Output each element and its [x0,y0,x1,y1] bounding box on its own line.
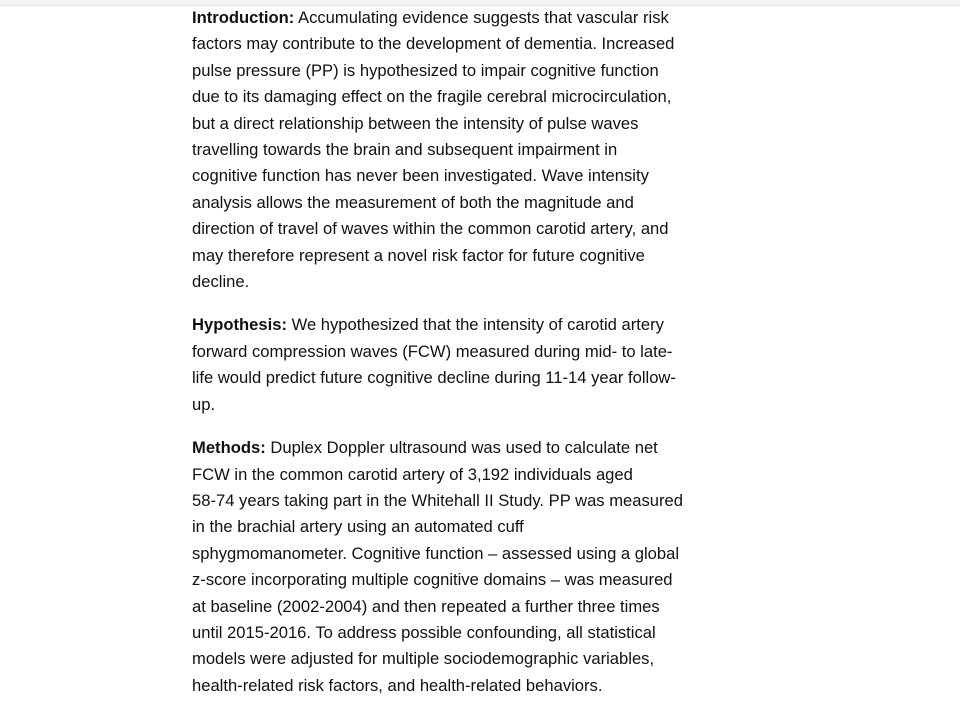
text-line: sphygmomanometer. Cognitive function – assessed using a global [192,543,680,563]
methods-paragraph [192,435,752,699]
text-line [192,5,752,31]
text-line: travelling towards the brain and subsequent impairment in [192,140,618,160]
text-line: decline. [192,272,250,292]
text-line: but a direct relationship between the intensity of pulse waves [192,113,639,133]
text-line: life would predict future cognitive decline during 11-14 year follow- [192,368,676,388]
text-segment: Duplex Doppler ultrasound was used to calculate net [265,438,658,458]
hypothesis-paragraph [192,312,752,418]
text-line: factors may contribute to the development of dementia. Increased [192,34,675,54]
text-line: until 2015-2016. To address possible confounding, all statistical [192,622,656,642]
text-line: in the brachial artery using an automated cuff [192,517,524,537]
methods-heading: Methods: [192,438,266,458]
text-line: 58-74 years taking part in the Whitehall II Study. PP was measured [192,490,683,510]
text-line [192,435,752,461]
text-line [192,312,752,338]
text-line: cognitive function has never been investigated. Wave intensity [192,166,649,186]
text-line: at baseline (2002-2004) and then repeated a further three times [192,596,660,616]
text-line: direction of travel of waves within the common carotid artery, and [192,219,669,239]
text-line: may therefore represent a novel risk factor for future cognitive [192,245,645,265]
text-line: health-related risk factors, and health-related behaviors. [192,675,603,695]
hypothesis-heading: Hypothesis: [192,315,287,335]
text-line: forward compression waves (FCW) measured during mid- to late- [192,341,673,361]
text-segment: Accumulating evidence suggests that vascular risk [294,8,669,27]
text-line: FCW in the common carotid artery of 3,192 individuals aged [192,464,633,484]
abstract-document [192,5,752,699]
text-line: z-score incorporating multiple cognitive domains – was measured [192,570,673,590]
text-line: due to its damaging effect on the fragile cerebral microcirculation, [192,87,672,107]
introduction-paragraph [192,5,752,295]
text-line: pulse pressure (PP) is hypothesized to impair cognitive function [192,60,659,80]
introduction-heading: Introduction: [192,8,295,27]
text-line: analysis allows the measurement of both the magnitude and [192,192,634,212]
text-line: models were adjusted for multiple sociodemographic variables, [192,649,655,669]
text-segment: We hypothesized that the intensity of carotid artery [286,315,664,335]
text-line: up. [192,394,216,414]
